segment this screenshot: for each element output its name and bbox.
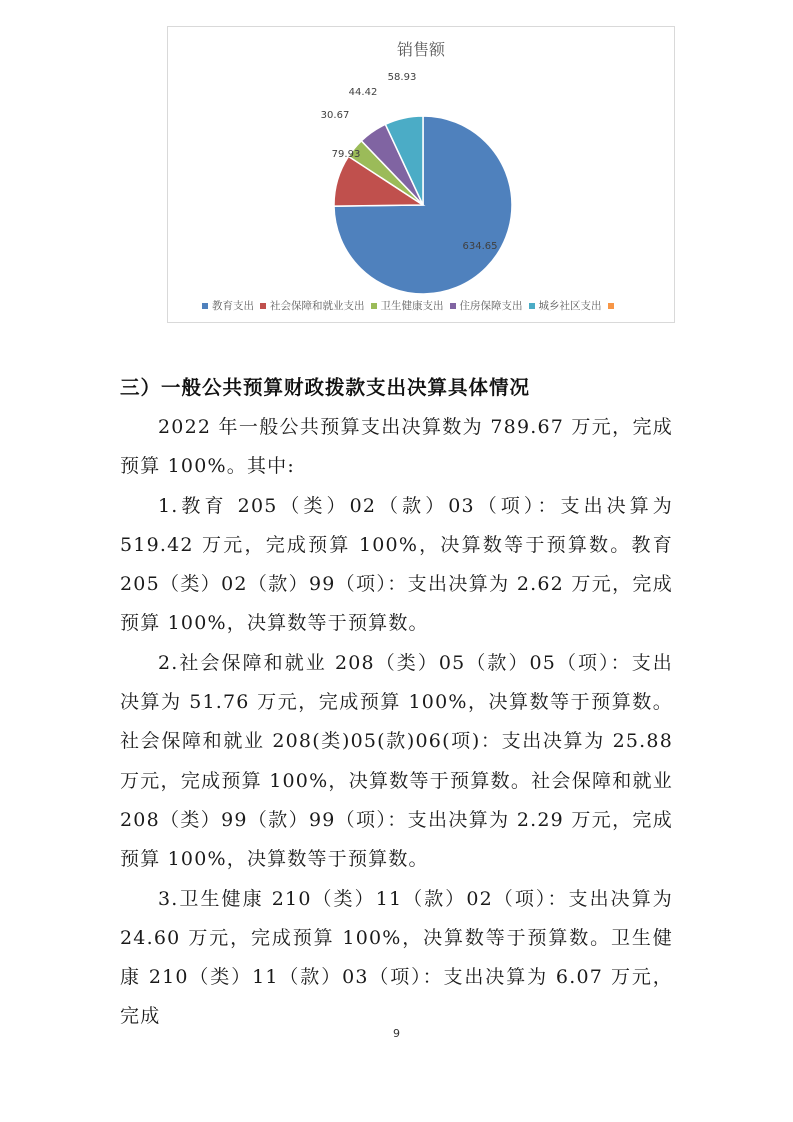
legend-swatch bbox=[371, 303, 377, 309]
legend-item bbox=[608, 303, 618, 309]
legend-item bbox=[371, 298, 444, 313]
legend-item bbox=[450, 298, 523, 313]
pie-chart bbox=[167, 26, 675, 323]
data-label: 44.42 bbox=[348, 87, 378, 98]
data-label: 634.65 bbox=[462, 241, 498, 252]
legend-label: 教育支出 bbox=[212, 300, 254, 312]
chart-title: 销售额 bbox=[396, 40, 445, 59]
legend-label: 城乡社区支出 bbox=[538, 300, 602, 312]
legend-swatch bbox=[202, 303, 208, 309]
data-label: 58.93 bbox=[387, 72, 417, 83]
section-heading: 三）一般公共预算财政拨款支出决算具体情况 bbox=[120, 376, 531, 399]
data-label: 79.93 bbox=[331, 149, 361, 160]
paragraph: 2022 年一般公共预算支出决算数为 789.67 万元，完成预算 100%。其中: bbox=[120, 416, 673, 478]
legend-swatch bbox=[260, 303, 266, 309]
legend-item bbox=[202, 298, 254, 313]
paragraph: 2.社会保障和就业 208（类）05（款）05（项）：支出决算为 51.76 万元，完成预算 100%，决算数等于预算数。社会保障和就业 208(类)05(款)06(项)：支出决算为 25.88 万元，完成预算 100%，决算数等于预算数。社会保障和就业 208（类）99（款）99（项）：支出决算为 2.29 万元，完成预算 100%，决算数等于预算数。 bbox=[120, 651, 673, 871]
legend-swatch bbox=[608, 303, 614, 309]
legend-label: 社会保障和就业支出 bbox=[270, 300, 365, 312]
legend-label: 住房保障支出 bbox=[459, 300, 523, 312]
pie-chart-canvas bbox=[168, 27, 676, 324]
paragraph: 1.教育 205（类）02（款）03（项）：支出决算为 519.42 万元，完成预算 100%，决算数等于预算数。教育 205（类）02（款）99（项）：支出决算为 2.62 万元，完成预算 100%，决算数等于预算数。 bbox=[120, 494, 673, 635]
legend-swatch bbox=[529, 303, 535, 309]
page-number: 9 bbox=[393, 1027, 400, 1040]
legend-label: 卫生健康支出 bbox=[380, 300, 444, 312]
body-text bbox=[120, 408, 673, 1037]
data-label: 30.67 bbox=[320, 110, 350, 121]
legend-item bbox=[260, 298, 365, 313]
legend-swatch bbox=[450, 303, 456, 309]
chart-legend bbox=[202, 298, 662, 313]
legend-item bbox=[529, 298, 602, 313]
paragraph: 3.卫生健康 210（类）11（款）02（项）：支出决算为 24.60 万元，完成预算 100%，决算数等于预算数。卫生健康 210（类）11（款）03（项）：支出决算为 6.07 万元，完成 bbox=[120, 887, 673, 1028]
